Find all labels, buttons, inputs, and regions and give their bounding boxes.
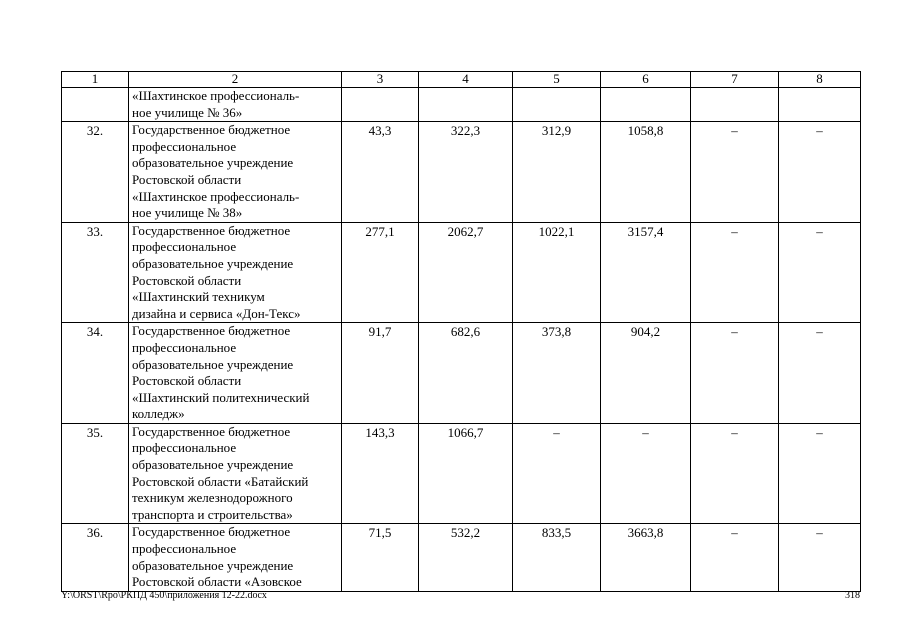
value-cell: 2062,7: [419, 222, 513, 323]
value-cell: –: [691, 524, 779, 591]
value-cell: 1058,8: [601, 122, 691, 223]
value-cell: 143,3: [342, 423, 419, 524]
column-header: 5: [513, 72, 601, 88]
table-row: [62, 423, 861, 524]
value-cell: –: [691, 423, 779, 524]
value-cell: –: [779, 122, 861, 223]
value-cell: –: [779, 323, 861, 424]
table-body: [62, 88, 861, 592]
column-header: 7: [691, 72, 779, 88]
value-cell: –: [513, 423, 601, 524]
column-header: 1: [62, 72, 129, 88]
value-cell: 322,3: [419, 122, 513, 223]
table-row: [62, 323, 861, 424]
institution-name-cell: Государственное бюджетное профессиональное образовательное учреждение Ростовской области «Азовское: [129, 524, 342, 591]
value-cell: 904,2: [601, 323, 691, 424]
row-number-cell: 33.: [62, 222, 129, 323]
row-number-cell: 34.: [62, 323, 129, 424]
value-cell: –: [601, 423, 691, 524]
data-table: [61, 71, 861, 592]
value-cell: [779, 88, 861, 122]
value-cell: 3157,4: [601, 222, 691, 323]
value-cell: [691, 88, 779, 122]
value-cell: 833,5: [513, 524, 601, 591]
institution-name-cell: Государственное бюджетное профессиональное образовательное учреждение Ростовской области «Шахтинский техникум дизайна и сервиса «Дон-Текс»: [129, 222, 342, 323]
value-cell: [601, 88, 691, 122]
institution-name-cell: Государственное бюджетное профессиональное образовательное учреждение Ростовской области «Шахтинское профессиональ- ное училище № 38»: [129, 122, 342, 223]
file-path: Y:\ORST\Rpo\РКПД 450\приложения 12-22.docx: [61, 590, 267, 601]
value-cell: –: [779, 524, 861, 591]
column-header: 6: [601, 72, 691, 88]
data-table-container: [61, 71, 860, 592]
value-cell: –: [691, 323, 779, 424]
value-cell: –: [779, 222, 861, 323]
value-cell: 532,2: [419, 524, 513, 591]
table-row: [62, 524, 861, 591]
table-row-continuation: [62, 88, 861, 122]
value-cell: 277,1: [342, 222, 419, 323]
table-row: [62, 222, 861, 323]
value-cell: 682,6: [419, 323, 513, 424]
institution-name-cell: «Шахтинское профессиональ- ное училище № 36»: [129, 88, 342, 122]
value-cell: 91,7: [342, 323, 419, 424]
value-cell: [419, 88, 513, 122]
column-header: 4: [419, 72, 513, 88]
row-number-cell: [62, 88, 129, 122]
column-header: 3: [342, 72, 419, 88]
row-number-cell: 36.: [62, 524, 129, 591]
value-cell: 3663,8: [601, 524, 691, 591]
value-cell: 43,3: [342, 122, 419, 223]
value-cell: 373,8: [513, 323, 601, 424]
value-cell: –: [691, 222, 779, 323]
value-cell: 71,5: [342, 524, 419, 591]
value-cell: –: [779, 423, 861, 524]
value-cell: 1066,7: [419, 423, 513, 524]
table-row: [62, 122, 861, 223]
column-header: 8: [779, 72, 861, 88]
row-number-cell: 32.: [62, 122, 129, 223]
column-header: 2: [129, 72, 342, 88]
value-cell: –: [691, 122, 779, 223]
row-number-cell: 35.: [62, 423, 129, 524]
value-cell: [342, 88, 419, 122]
value-cell: [513, 88, 601, 122]
institution-name-cell: Государственное бюджетное профессиональное образовательное учреждение Ростовской области «Шахтинский политехнический колледж»: [129, 323, 342, 424]
value-cell: 1022,1: [513, 222, 601, 323]
page-number: 318: [845, 590, 860, 601]
institution-name-cell: Государственное бюджетное профессиональное образовательное учреждение Ростовской области «Батайский техникум железнодорожного транспорта и строительства»: [129, 423, 342, 524]
value-cell: 312,9: [513, 122, 601, 223]
header-row: [62, 72, 861, 88]
